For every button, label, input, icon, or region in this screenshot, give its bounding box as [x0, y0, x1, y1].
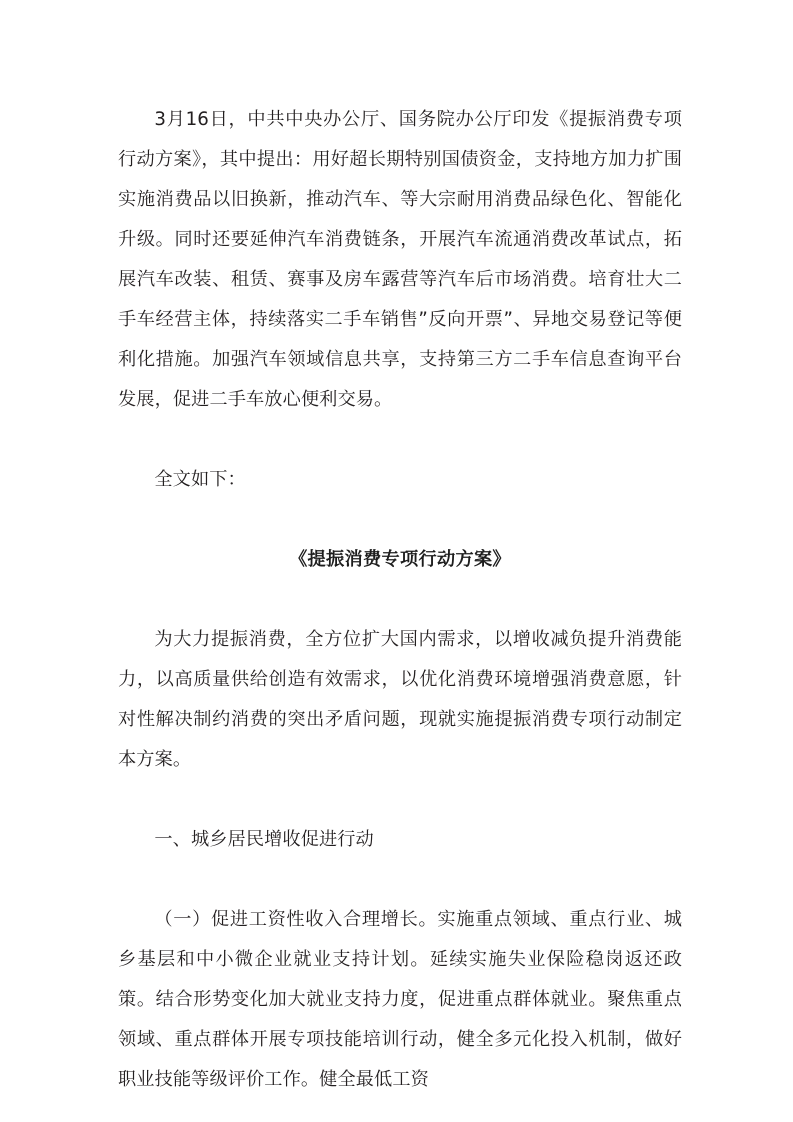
subsection-1-paragraph: （一）促进工资性收入合理增长。实施重点领域、重点行业、城乡基层和中小微企业就业支持计划。延续实施失业保险稳岗返还政策。结合形势变化加大就业支持力度，促进重点群体就业。聚焦重点领域、重点群体开展专项技能培训行动，健全多元化投入机制，做好职业技能等级评价工作。健全最低工资 — [118, 909, 682, 1090]
paragraph-spacer — [118, 420, 682, 460]
document-text-column — [118, 100, 682, 1100]
section-spacer-above — [118, 780, 682, 820]
full-text-lead-in: 全文如下： — [154, 469, 246, 490]
purpose-paragraph: 为大力提振消费，全方位扩大国内需求，以增收减负提升消费能力，以高质量供给创造有效需求，以优化消费环境增强消费意愿，针对性解决制约消费的突出矛盾问题，现就实施提振消费专项行动制定本方案。 — [118, 629, 682, 770]
intro-paragraph: 3月16日，中共中央办公厅、国务院办公厅印发《提振消费专项行动方案》，其中提出：用好超长期特别国债资金，支持地方加力扩围实施消费品以旧换新，推动汽车、等大宗耐用消费品绿色化、智能化升级。同时还要延伸汽车消费链条，开展汽车流通消费改革试点，拓展汽车改装、租赁、赛事及房车露营等汽车后市场消费。培育壮大二手车经营主体，持续落实二手车销售”反向开票”、异地交易登记等便利化措施。加强汽车领域信息共享，支持第三方二手车信息查询平台发展，促进二手车放心便利交易。 — [118, 109, 682, 410]
section-spacer-below — [118, 860, 682, 900]
title-spacer-below — [118, 580, 682, 620]
document-title: 《提振消费专项行动方案》 — [289, 549, 511, 570]
section-heading-1: 一、城乡居民增收促进行动 — [154, 829, 374, 850]
title-spacer-above — [118, 500, 682, 540]
